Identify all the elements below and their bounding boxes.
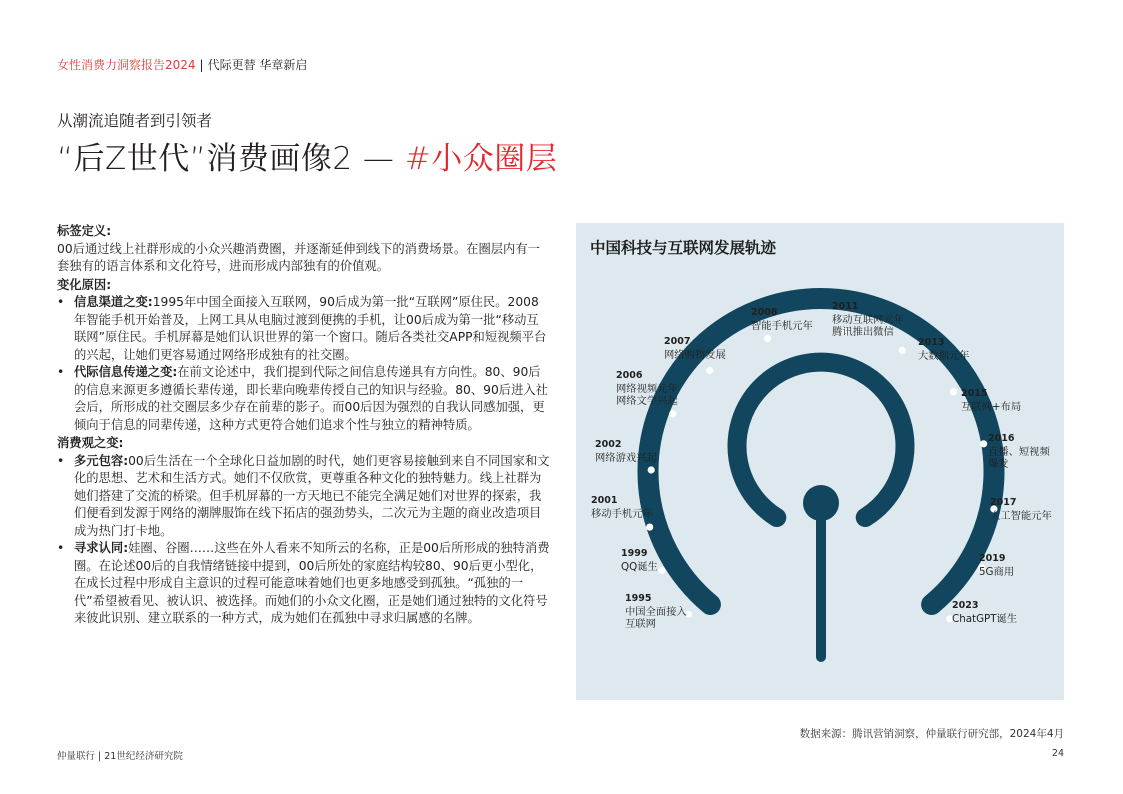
page-number: 24: [1051, 748, 1064, 759]
timeline-event: [595, 439, 657, 464]
event-label: 腾讯推出微信: [832, 326, 894, 338]
report-header: [57, 56, 307, 73]
timeline-event: [988, 433, 1050, 471]
timeline-title: 中国科技与互联网发展轨迹: [590, 239, 777, 257]
timeline-dot: [950, 388, 957, 395]
event-label: 直播、短视频: [988, 445, 1050, 458]
timeline-dot: [899, 347, 906, 354]
event-label: 网络文学兴起: [616, 395, 678, 407]
event-year: 2013: [918, 337, 945, 348]
timeline-dot: [706, 367, 713, 374]
timeline-event: [625, 593, 687, 631]
timeline-event: [832, 301, 904, 339]
reason-item: [57, 294, 550, 364]
event-year: 2017: [990, 497, 1017, 508]
view-label: 多元包容:: [74, 453, 129, 468]
event-year: 2002: [595, 439, 622, 450]
event-label: 网络游戏兴起: [595, 451, 657, 464]
event-label: 网络视频元年: [616, 382, 678, 395]
reason-list: [57, 294, 550, 434]
event-year: 2016: [988, 433, 1015, 444]
view-label: 寻求认同:: [74, 541, 129, 555]
body-text: [57, 222, 550, 628]
event-year: 2019: [979, 553, 1006, 564]
definition-heading: 标签定义:: [57, 224, 112, 238]
event-year: 2015: [961, 388, 988, 399]
view-text: 娃圈、谷圈……这些在外人看来不知所云的名称，正是00后所形成的独特消费圈。在论述00后的自我情绪链接中提到，00后所处的家庭结构较80、90后更小型化，在成长过程中形成自主意识的过程可能意味着她们也更多地感受到孤独。“孤独的一代”希望被看见、被认识、被选择。而她们的小众文化圈，正是她们通过独特的文化符号来彼此识别、建立联系的一种方式，成为她们在孤独中寻求归属感的名牌。: [74, 541, 550, 625]
timeline-event: [918, 337, 969, 362]
view-heading: 消费观之变:: [57, 436, 124, 450]
timeline-dot: [648, 466, 655, 473]
event-label: 人工智能元年: [990, 509, 1052, 522]
title-main: “后Z世代”消费画像2 —: [57, 141, 405, 177]
event-year: 2011: [832, 301, 859, 312]
view-item: [57, 540, 550, 628]
timeline-dot: [646, 524, 653, 531]
event-year: 2001: [591, 495, 618, 506]
timeline-event: [990, 497, 1052, 522]
event-year: 1995: [625, 593, 652, 604]
timeline-dot: [669, 410, 676, 417]
page-subtitle: 从潮流追随者到引领者: [57, 112, 213, 130]
reason-item: [57, 364, 550, 434]
timeline-event: [961, 388, 1021, 413]
reason-text: 在前文论述中，我们提到代际之间信息传递具有方向性。80、90后的信息来源更多遵循长辈传递，即长辈向晚辈传授自己的知识与经验。80、90后进入社会后，所形成的社交圈层多少存在前辈的影子。而00后因为强烈的自我认同感加强，更倾向于信息的同辈传递，这种方式更符合她们追求个性与独立的精神特质。: [74, 365, 548, 432]
reason-text: 1995年中国全面接入互联网，90后成为第一批“互联网”原住民。2008年智能手机开始普及，上网工具从电脑过渡到便携的手机，让00后成为第一批“移动互联网”原住民。手机屏幕是她们认识世界的第一个窗口。随后各类社交APP和短视频平台的兴起，让她们更容易通过网络形成独有的社交圈。: [74, 295, 547, 362]
timeline-event: [751, 307, 813, 332]
event-year: 2023: [952, 600, 979, 611]
event-label: 移动互联网元年: [832, 313, 905, 326]
event-year: 2006: [616, 370, 643, 381]
timeline-event: [591, 495, 653, 520]
timeline-event: [621, 548, 658, 573]
event-label: 互联网+布局: [961, 400, 1022, 413]
event-label: 大数据元年: [918, 349, 970, 362]
timeline-event: [616, 370, 678, 408]
report-name: 女性消费力洞察报告2024: [57, 58, 196, 72]
footer-org: 仲量联行 | 21世纪经济研究院: [57, 751, 183, 762]
event-label: 网络购物发展: [664, 348, 726, 361]
event-label: 中国全面接入: [625, 605, 687, 618]
event-year: 2007: [664, 336, 691, 347]
event-year: 2008: [751, 307, 778, 318]
report-tagline: 代际更替 华章新启: [207, 58, 308, 72]
reason-label: 信息渠道之变:: [74, 295, 153, 309]
view-list: [57, 453, 550, 628]
antenna-head: [803, 485, 839, 521]
view-text: 00后生活在一个全球化日益加剧的时代，她们更容易接触到来自不同国家和文化的思想、艺术和生活方式。她们不仅欣赏，更尊重各种文化的独特魅力。线上社群为她们搭建了交流的桥梁。但手机屏幕的一方天地已不能完全满足她们对世界的探索，我们便看到发源于网络的潮牌服饰在线下拓店的强劲势头，二次元为主题的商业改造项目成为热门打卡地。: [74, 453, 550, 538]
timeline-event: [952, 600, 1017, 625]
definition-text: 00后通过线上社群形成的小众兴趣消费圈，并逐渐延伸到线下的消费场景。在圈层内有一套独有的语言体系和文化符号，进而形成内部独有的价值观。: [57, 241, 540, 273]
timeline-panel: [576, 223, 1064, 700]
view-item: [57, 453, 550, 541]
timeline-event: [979, 553, 1014, 578]
event-label: 智能手机元年: [751, 319, 813, 332]
timeline-dot: [764, 335, 771, 342]
event-year: 1999: [621, 548, 648, 559]
timeline-dot: [980, 440, 987, 447]
event-label: 互联网: [625, 618, 656, 630]
data-source: 数据来源：腾讯营销洞察，仲量联行研究部，2024年4月: [799, 728, 1064, 740]
title-highlight: #小众圈层: [404, 141, 558, 177]
timeline-dot: [658, 567, 665, 574]
reason-label: 代际信息传递之变:: [74, 365, 178, 379]
header-separator: |: [199, 58, 204, 72]
event-label: QQ诞生: [621, 560, 658, 573]
event-label: 移动手机元年: [591, 507, 653, 520]
page-title: [57, 133, 557, 178]
reason-heading: 变化原因:: [57, 277, 112, 292]
event-label: 爆发: [988, 458, 1009, 470]
timeline-event: [664, 336, 726, 361]
event-label: 5G商用: [979, 565, 1015, 578]
event-label: ChatGPT诞生: [952, 612, 1018, 625]
